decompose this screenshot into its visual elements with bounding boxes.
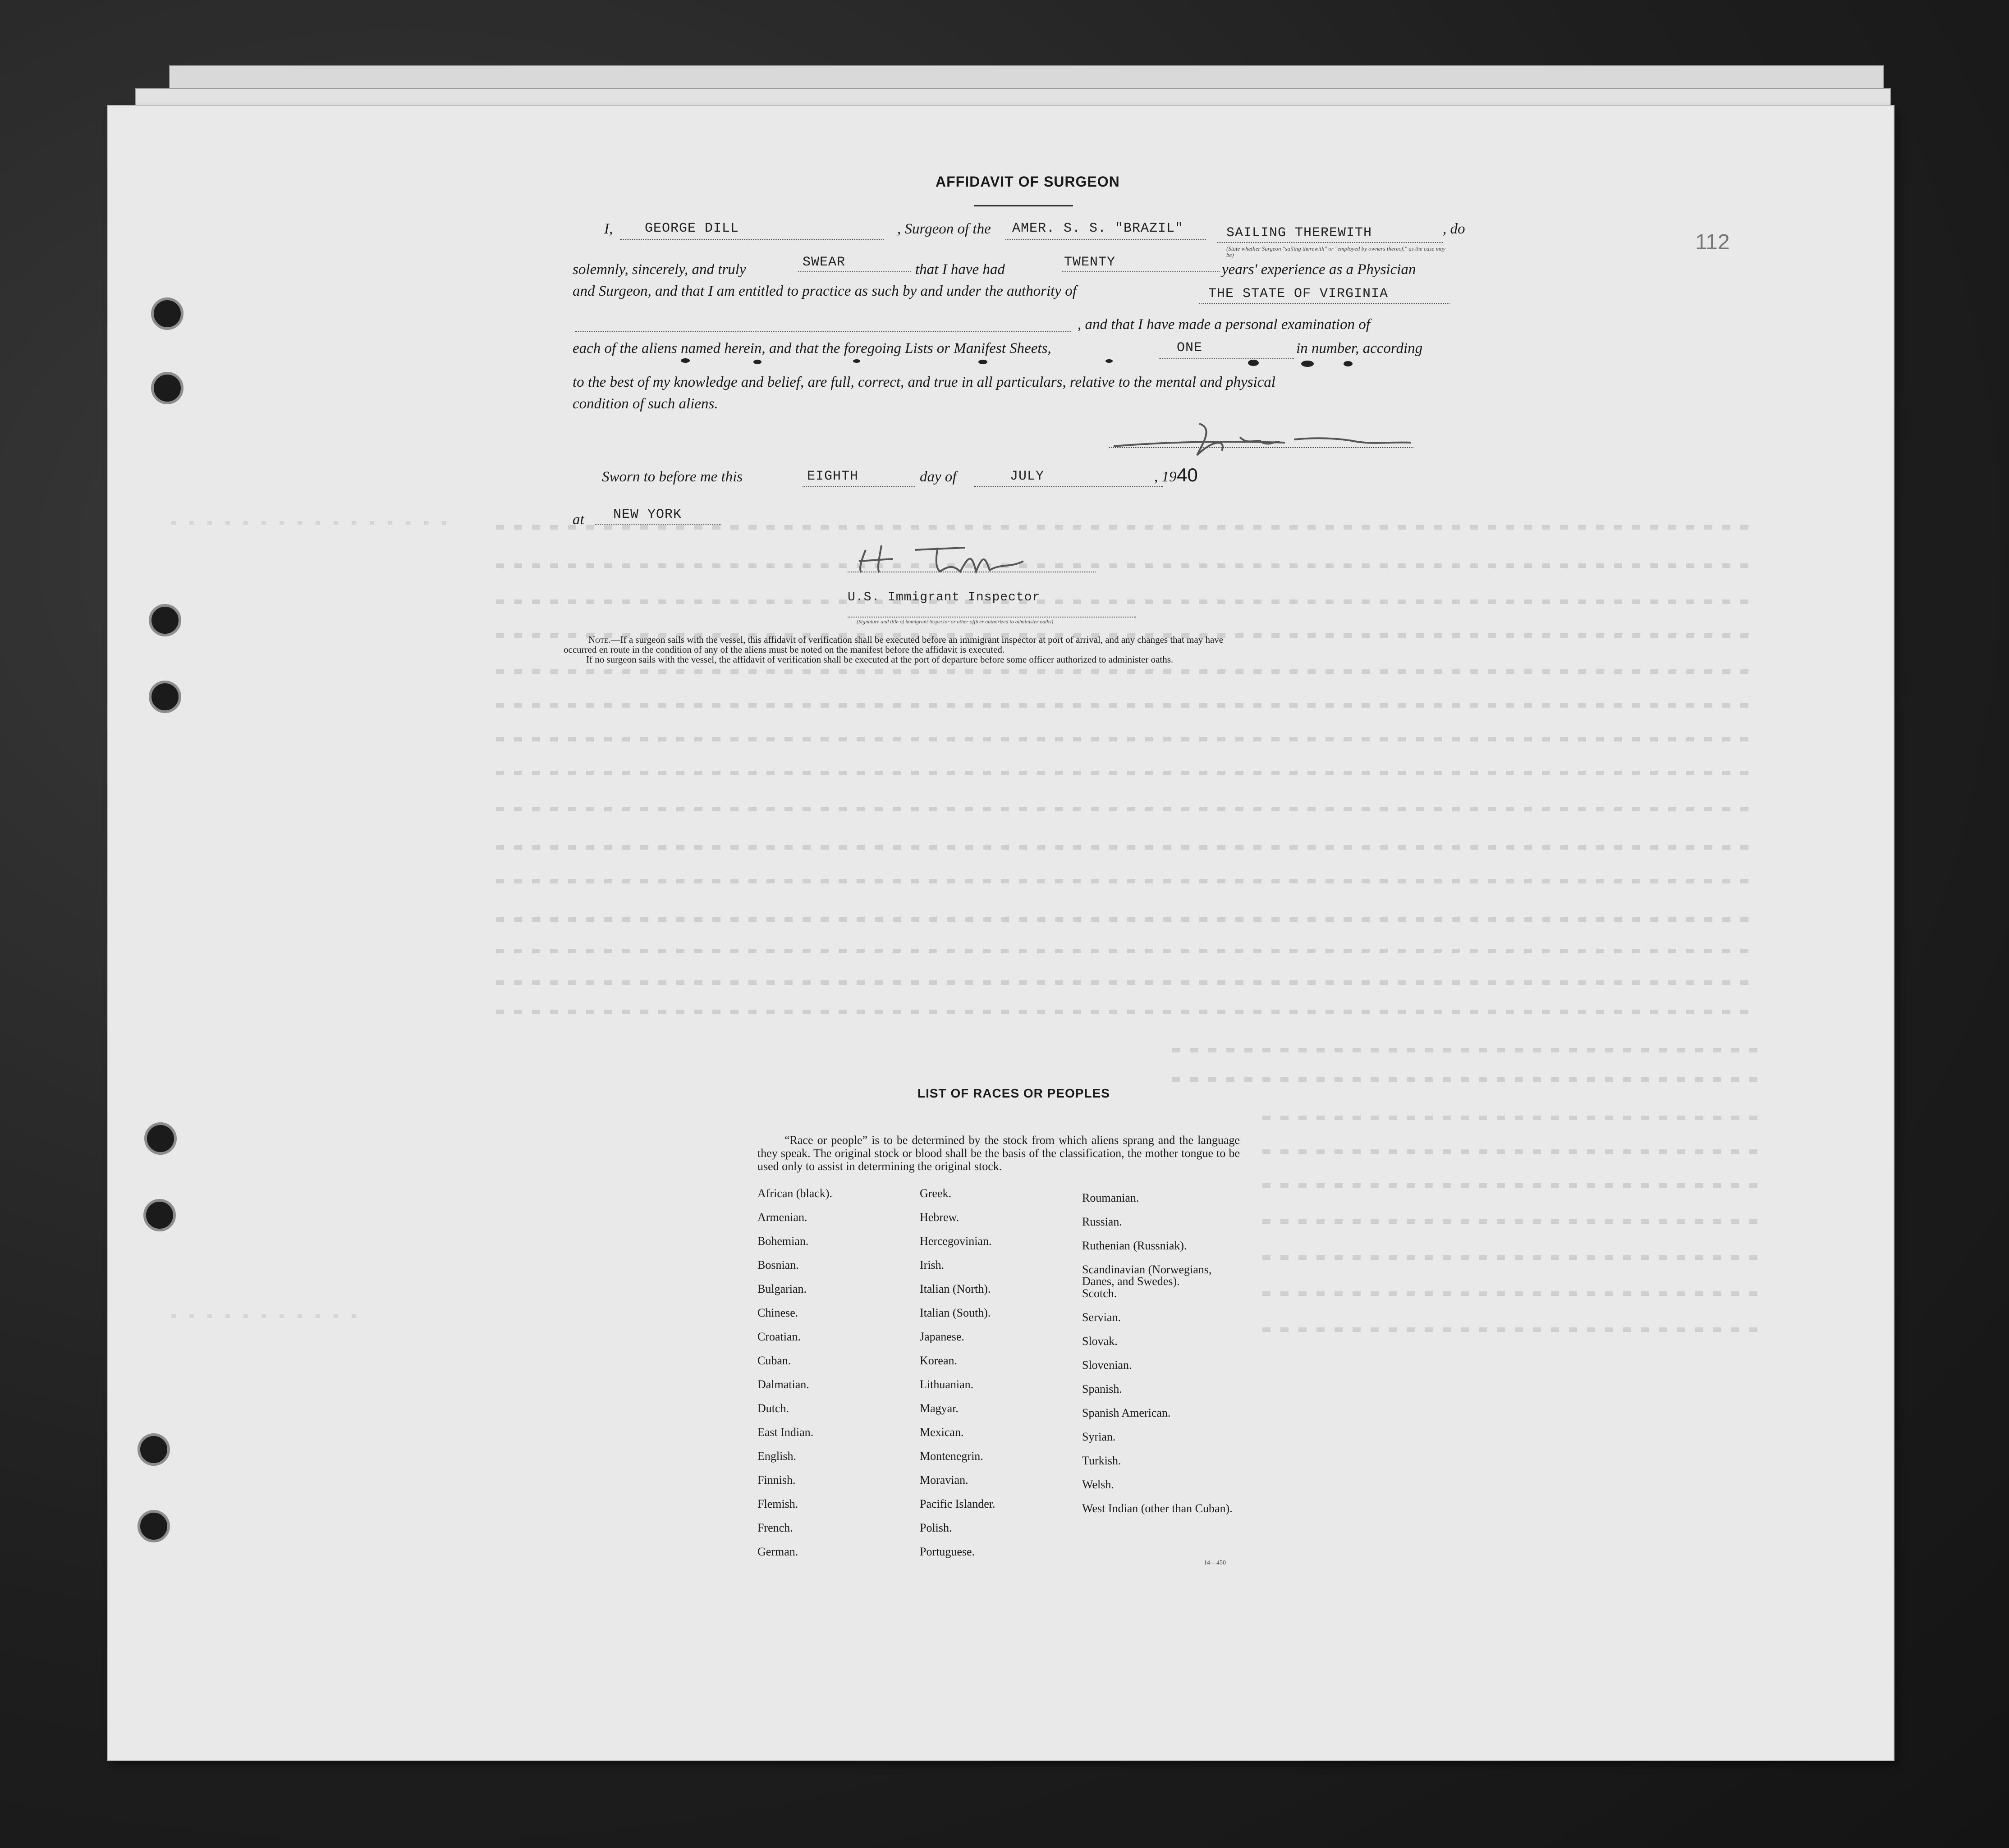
- sheets-count-field: ONE: [1177, 340, 1203, 356]
- race-item: Greek.: [920, 1187, 952, 1200]
- authority-underline: [1199, 303, 1449, 304]
- race-item: Croatian.: [757, 1330, 801, 1343]
- sworn-year-field: 40: [1177, 464, 1198, 485]
- years-field: TWENTY: [1064, 255, 1116, 270]
- races-column-2: [920, 1188, 995, 1570]
- text-sworn-to: Sworn to before me this: [602, 469, 743, 485]
- text-solemnly: solemnly, sincerely, and truly: [573, 261, 746, 278]
- text-condition-of-aliens: condition of such aliens.: [573, 396, 718, 412]
- race-item: Dalmatian.: [757, 1378, 809, 1391]
- text-at: at: [573, 512, 584, 528]
- page-number: 112: [1695, 230, 1730, 254]
- title-rule: [974, 205, 1073, 206]
- race-item: West Indian (other than Cuban).: [1082, 1502, 1233, 1515]
- authority-field: THE STATE OF VIRGINIA: [1208, 286, 1389, 302]
- race-item: Scandinavian (Norwegians, Danes, and Swedes).: [1082, 1263, 1212, 1288]
- note-line-2: occurred en route in the condition of any of the aliens must be noted on the manifest before the affidavit is executed.: [564, 644, 1005, 655]
- inspector-title: U.S. Immigrant Inspector: [848, 590, 1041, 604]
- oath-field: SWEAR: [803, 255, 846, 270]
- place-underline: [595, 524, 721, 525]
- race-item: Chinese.: [757, 1306, 798, 1319]
- race-item: Magyar.: [920, 1402, 959, 1415]
- text-that-i-have-had: that I have had: [915, 261, 1005, 278]
- race-item: Italian (South).: [920, 1306, 991, 1319]
- race-item: Bosnian.: [757, 1258, 799, 1272]
- affidavit-title: AFFIDAVIT OF SURGEON: [936, 174, 1120, 190]
- oath-underline: [798, 271, 911, 272]
- race-item: Slovak.: [1082, 1335, 1118, 1348]
- race-item: Bulgarian.: [757, 1282, 807, 1295]
- race-item: Slovenian.: [1082, 1359, 1132, 1372]
- race-item: Mexican.: [920, 1426, 964, 1439]
- race-item: African (black).: [757, 1187, 833, 1200]
- sworn-month-underline: [974, 486, 1163, 487]
- race-item: German.: [757, 1545, 798, 1558]
- sailing-status-field: SAILING THEREWITH: [1226, 225, 1372, 241]
- text-do: , do: [1443, 221, 1465, 237]
- race-item: Armenian.: [757, 1211, 807, 1224]
- sworn-day-field: EIGHTH: [807, 469, 859, 484]
- race-item: Finnish.: [757, 1473, 796, 1487]
- sailing-status-caption: (State whether Surgeon "sailing therewith" or "employed by owners thereof," as the case may be): [1226, 245, 1446, 258]
- surgeon-name-field: GEORGE DILL: [645, 221, 739, 236]
- surgeon-signature-line: [1109, 447, 1413, 448]
- inspector-signature: [848, 536, 1055, 577]
- race-item: Montenegrin.: [920, 1450, 983, 1463]
- form-number: 14—450: [1204, 1560, 1226, 1566]
- text-day-of: day of: [920, 469, 957, 485]
- surgeon-signature: [1105, 415, 1420, 464]
- inspector-title-underline: [848, 617, 1136, 618]
- text-best-of-knowledge: to the best of my knowledge and belief, are full, correct, and true in all particulars, relative to the mental and physical: [573, 374, 1275, 390]
- race-item: Flemish.: [757, 1497, 798, 1510]
- text-personal-examination: , and that I have made a personal examination of: [1078, 316, 1370, 333]
- races-intro: “Race or people” is to be determined by the stock from which aliens sprang and the language they speak. The original stock or blood shall be the basis of the classification, the mother tongue to be used only to assist in determining the original stock.: [757, 1134, 1240, 1173]
- race-item: Russian.: [1082, 1215, 1122, 1228]
- inspector-caption: (Signature and title of immigrant inspector or other officer authorized to administer oaths): [857, 618, 1054, 625]
- text-i: I,: [604, 221, 613, 237]
- text-in-number: in number, according: [1296, 340, 1423, 357]
- race-item: Hercegovinian.: [920, 1235, 992, 1248]
- text-nineteen: , 19: [1154, 469, 1177, 485]
- vessel-field: AMER. S. S. "BRAZIL": [1012, 221, 1184, 236]
- race-item: Bohemian.: [757, 1235, 809, 1248]
- race-item: Scotch.: [1082, 1287, 1117, 1300]
- races-title: LIST OF RACES OR PEOPLES: [917, 1086, 1110, 1100]
- surgeon-name-underline: [620, 239, 884, 240]
- text-years-experience: years' experience as a Physician: [1222, 261, 1416, 278]
- race-item: Irish.: [920, 1258, 945, 1272]
- note-line-1: [588, 635, 1223, 645]
- race-item: Moravian.: [920, 1473, 968, 1487]
- sworn-month-field: JULY: [1010, 469, 1045, 484]
- race-item: Welsh.: [1082, 1478, 1114, 1491]
- race-item: Lithuanian.: [920, 1378, 974, 1391]
- text-surgeon-of: , Surgeon of the: [897, 221, 991, 237]
- race-item: Polish.: [920, 1521, 952, 1534]
- race-item: English.: [757, 1450, 796, 1463]
- race-item: Portuguese.: [920, 1545, 975, 1558]
- ink-smudges: [577, 354, 1434, 372]
- note-line-3: If no surgeon sails with the vessel, the affidavit of verification shall be executed at the port of departure before some officer authorized to administer oaths.: [586, 654, 1174, 665]
- place-field: NEW YORK: [613, 507, 682, 522]
- race-item: East Indian.: [757, 1426, 814, 1439]
- text-each-of-the-aliens: each of the aliens named herein, and that the foregoing Lists or Manifest Sheets,: [573, 340, 1051, 357]
- sailing-status-underline: [1217, 242, 1443, 243]
- race-item: Italian (North).: [920, 1282, 991, 1295]
- race-item: Ruthenian (Russniak).: [1082, 1239, 1187, 1252]
- years-underline: [1062, 271, 1220, 272]
- race-item: Turkish.: [1082, 1454, 1121, 1467]
- race-item: Syrian.: [1082, 1430, 1116, 1443]
- vessel-underline: [1005, 239, 1206, 240]
- race-item: Japanese.: [920, 1330, 964, 1343]
- races-column-3: [1082, 1192, 1244, 1527]
- text-and-surgeon: and Surgeon, and that I am entitled to practice as such by and under the authority of: [573, 283, 1077, 299]
- sworn-day-underline: [803, 486, 915, 487]
- race-item: Dutch.: [757, 1402, 789, 1415]
- race-item: Spanish American.: [1082, 1406, 1171, 1419]
- note-label: Note.: [588, 634, 611, 645]
- note-text-1: —If a surgeon sails with the vessel, this affidavit of verification shall be executed before an immigrant inspector at port of arrival, and any changes that may have: [610, 634, 1224, 645]
- race-item: Pacific Islander.: [920, 1497, 995, 1510]
- race-item: Hebrew.: [920, 1211, 959, 1224]
- race-item: Servian.: [1082, 1311, 1121, 1324]
- races-column-1: [757, 1188, 832, 1570]
- authority-continuation-underline: [575, 331, 1071, 332]
- race-item: Korean.: [920, 1354, 958, 1367]
- race-item: French.: [757, 1521, 793, 1534]
- race-item: Cuban.: [757, 1354, 791, 1367]
- race-item: Roumanian.: [1082, 1191, 1139, 1204]
- race-item: Spanish.: [1082, 1382, 1122, 1395]
